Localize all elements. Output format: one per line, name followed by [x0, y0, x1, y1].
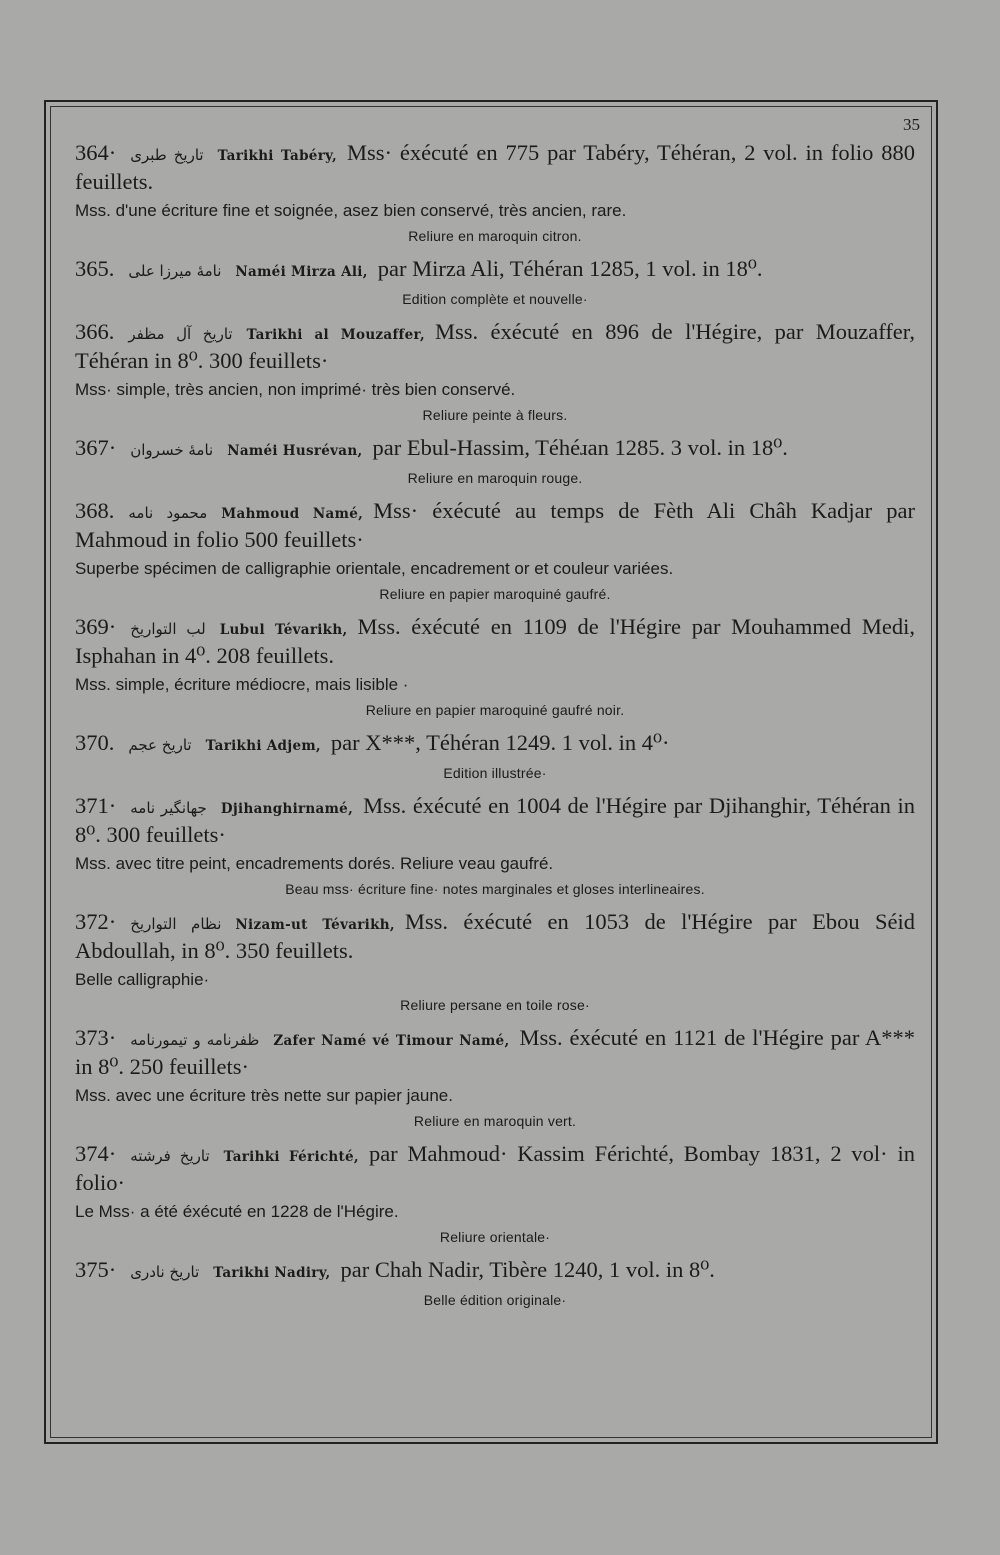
entry-title: Naméi Mirza Ali, — [235, 264, 368, 280]
entry-heading — [75, 498, 915, 553]
entry-note: Mss· simple, très ancien, non imprimé· très bien conservé. — [75, 380, 516, 399]
entry-binding: Reliure en papier maroquiné gaufré noir. — [365, 702, 625, 718]
entry-description: par Chah Nadir, Tibère 1240, 1 vol. in 8⁰. — [340, 1257, 715, 1282]
entry-binding: Reliure persane en toile rose· — [400, 997, 590, 1013]
catalog-entry — [75, 1141, 915, 1245]
entry-description: par Ebul-Hassim, Téhéɹan 1285. 3 vol. in 18⁰. — [372, 435, 788, 460]
entry-binding: Belle édition originale· — [423, 1292, 567, 1308]
catalog-entry — [75, 909, 915, 1013]
entry-arabic-title: تاریخ آل مظفر — [128, 325, 233, 343]
entry-description: par Mahmoud· Kassim Férichté, Bombay 1831, 2 vol· in folio· — [75, 1141, 915, 1195]
entry-arabic-title: لب التواریخ — [130, 620, 206, 638]
entry-title: Tarihki Férichté, — [223, 1149, 359, 1165]
entry-description: Mss. éxécuté en 1053 de l'Hégire par Ebou Séid Abdoullah, in 8⁰. 350 feuillets. — [75, 909, 915, 963]
entry-arabic-title: تاریخ طبری — [130, 146, 204, 164]
entry-heading — [75, 730, 915, 759]
entry-title: Lubul Tévarikh, — [219, 622, 348, 638]
entry-title: Djihanghirnamé, — [220, 801, 354, 817]
entry-description: Mss. éxécuté en 896 de l'Hégire, par Mouzaffer, Téhéran in 8⁰. 300 feuillets· — [75, 319, 916, 373]
entry-note: Mss. d'une écriture fine et soignée, asez bien conservé, très ancien, rare. — [75, 201, 627, 220]
entry-title: Tarikhi Nadiry, — [213, 1265, 331, 1281]
catalog-entry — [75, 614, 915, 718]
entry-heading — [75, 140, 915, 195]
entry-description: Mss. éxécuté en 1004 de l'Hégire par Djihanghir, Téhéran in 8⁰. 300 feuillets· — [75, 793, 916, 847]
entry-number: 374· — [75, 1141, 117, 1166]
page-number: 35 — [903, 115, 920, 134]
entry-heading — [75, 614, 915, 669]
entry-binding: Reliure en maroquin citron. — [408, 228, 582, 244]
entry-note: Le Mss· a été éxécuté en 1228 de l'Hégire. — [75, 1202, 399, 1221]
entry-title: Tarikhi al Mouzaffer, — [246, 327, 425, 343]
catalog-entry — [75, 256, 915, 307]
catalog-entry — [75, 498, 915, 602]
entry-description: par X***, Téhéran 1249. 1 vol. in 4⁰· — [330, 730, 670, 755]
entry-heading — [75, 909, 915, 964]
entry-number: 364· — [75, 140, 117, 165]
entry-binding: Reliure en maroquin vert. — [413, 1113, 577, 1129]
catalog-entry — [75, 140, 915, 244]
entry-arabic-title: نامهٔ خسروان — [130, 441, 214, 459]
entry-binding: Reliure peinte à fleurs. — [422, 407, 568, 423]
entry-arabic-title: تاریخ عجم — [128, 736, 192, 754]
entry-title: Naméi Husrévan, — [227, 443, 363, 459]
catalog-entry — [75, 730, 915, 781]
catalog-entry — [75, 793, 915, 897]
entry-title: Tarikhi Tabéry, — [217, 148, 337, 164]
entry-title: Tarikhi Adjem, — [205, 738, 321, 754]
entry-binding: Edition illustrée· — [443, 765, 547, 781]
entry-title: Nizam-ut Tévarikh, — [235, 917, 395, 933]
entry-number: 371· — [75, 793, 117, 818]
entry-description: Mss. éxécuté en 1109 de l'Hégire par Mouhammed Medi, Isphahan in 4⁰. 208 feuillets. — [75, 614, 915, 668]
entry-arabic-title: تاریخ فرشته — [130, 1147, 210, 1165]
entry-arabic-title: تاریخ نادری — [130, 1263, 200, 1281]
entry-note: Superbe spécimen de calligraphie orientale, encadrement or et couleur variées. — [75, 559, 674, 578]
entry-heading — [75, 256, 915, 285]
entry-binding: Reliure orientale· — [439, 1229, 551, 1245]
entry-arabic-title: نظام التواریخ — [130, 915, 222, 933]
entry-binding: Edition complète et nouvelle· — [402, 291, 588, 307]
entry-arabic-title: جهانگیر نامه — [130, 799, 207, 817]
entry-arabic-title: ظفرنامه و تیمورنامه — [130, 1031, 260, 1049]
entry-number: 375· — [75, 1257, 117, 1282]
entry-number: 370. — [75, 730, 115, 755]
entry-heading — [75, 1141, 915, 1196]
entry-number: 372· — [75, 909, 117, 934]
entry-note: Mss. simple, écriture médiocre, mais lisible · — [75, 675, 409, 694]
entry-number: 366. — [75, 319, 115, 344]
entry-note: Belle calligraphie· — [75, 970, 210, 989]
catalog-entry — [75, 1257, 915, 1308]
entry-binding: Reliure en papier maroquiné gaufré. — [379, 586, 611, 602]
entry-binding: Reliure en maroquin rouge. — [407, 470, 583, 486]
entry-number: 367· — [75, 435, 117, 460]
catalog-entry — [75, 319, 915, 423]
entry-heading — [75, 319, 915, 374]
entry-heading — [75, 435, 915, 464]
catalog-entries — [75, 140, 915, 1320]
entry-description: Mss. éxécuté en 1121 de l'Hégire par A*** in 8⁰. 250 feuillets· — [75, 1025, 915, 1079]
entry-title: Mahmoud Namé, — [221, 506, 364, 522]
entry-title: Zafer Namé vé Timour Namé, — [273, 1033, 510, 1049]
entry-number: 373· — [75, 1025, 117, 1050]
entry-arabic-title: محمود نامه — [128, 504, 208, 522]
entry-heading — [75, 1025, 915, 1080]
entry-note: Mss. avec titre peint, encadrements dorés. Reliure veau gaufré. — [75, 854, 554, 873]
entry-number: 368. — [75, 498, 115, 523]
entry-binding: Beau mss· écriture fine· notes marginales et gloses interlineaires. — [285, 881, 705, 897]
catalog-entry — [75, 1025, 915, 1129]
entry-number: 369· — [75, 614, 117, 639]
entry-number: 365. — [75, 256, 115, 281]
entry-description: Mss· éxécuté au temps de Fèth Ali Châh Kadjar par Mahmoud in folio 500 feuillets· — [75, 498, 915, 552]
entry-heading — [75, 1257, 915, 1286]
entry-description: Mss· éxécuté en 775 par Tabéry, Téhéran, 2 vol. in folio 880 feuillets. — [75, 140, 916, 194]
entry-description: par Mirza Ali, Téhéran 1285, 1 vol. in 18⁰. — [377, 256, 763, 281]
entry-note: Mss. avec une écriture très nette sur papier jaune. — [75, 1086, 453, 1105]
catalog-entry — [75, 435, 915, 486]
entry-heading — [75, 793, 915, 848]
entry-arabic-title: نامهٔ میرزا علی — [128, 262, 222, 280]
